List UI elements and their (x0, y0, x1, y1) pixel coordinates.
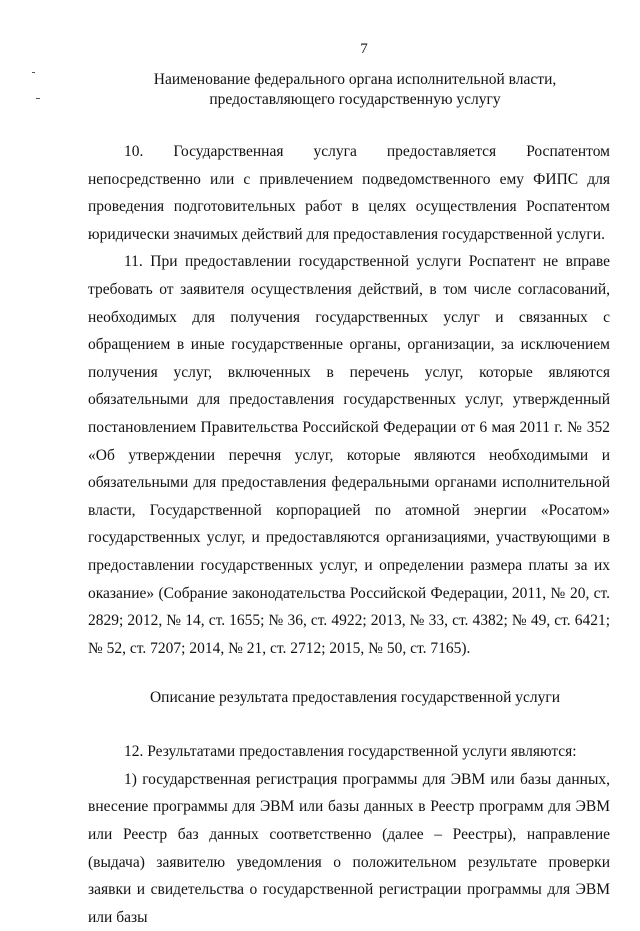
page-number: 7 (360, 41, 368, 57)
section-heading-result: Описание результата предоставления государственной услуги (149, 689, 561, 707)
section-heading-authority (88, 70, 610, 110)
scan-mark (36, 98, 40, 99)
heading-line-2: предоставляющего государственную услугу (209, 91, 501, 108)
paragraph-12-item-1: 1) государственная регистрация программы для ЭВМ или базы данных, внесение программы для ЭВМ или базы данных в Реестр программ для ЭВМ или Реестр баз данных соответственно (далее – Реестры), направление (выдача) заявителю уведомления о положительном результате проверки заявки и свидетельства о государственной регистрации программы для ЭВМ или базы (88, 770, 610, 926)
heading-line-1: Наименование федерального органа исполнительной власти, (153, 71, 557, 88)
paragraph-12: 12. Результатами предоставления государственной услуги являются: (124, 743, 577, 761)
scan-mark (32, 72, 35, 73)
paragraph-11: 11. При предоставлении государственной услуги Роспатент не вправе требовать от заявителя осуществления действий, в том числе согласований, необходимых для получения государственных услуг и связанных с обращением в иные государственные органы, организации, за исключением получения услуг, включенных в перечень услуг, которые являются обязательными для предоставления государственных услуг, утвержденный постановлением Правительства Российской Федерации от 6 мая 2011 г. № 352 «Об утверждении перечня услуг, которые являются необходимыми и обязательными для предоставления федеральными органами исполнительной власти, Государственной корпорацией по атомной энергии «Росатом» государственных услуг, и предоставляются организациями, участвующими в предоставлении государственных услуг, и определении размера платы за их оказание» (Собрание законодательства Российской Федерации, 2011, № 20, ст. 2829; 2012, № 14, ст. 1655; № 36, ст. 4922; 2013, № 33, ст. 4382; № 49, ст. 6421; № 52, ст. 7207; 2014, № 21, ст. 2712; 2015, № 50, ст. 7165). (88, 253, 610, 657)
paragraph-10: 10. Государственная услуга предоставляется Роспатентом непосредственно или с привлечением подведомственного ему ФИПС для проведения подготовительных работ в целях осуществления Роспатентом юридически значимых действий для предоставления государственной услуги. (88, 143, 610, 243)
